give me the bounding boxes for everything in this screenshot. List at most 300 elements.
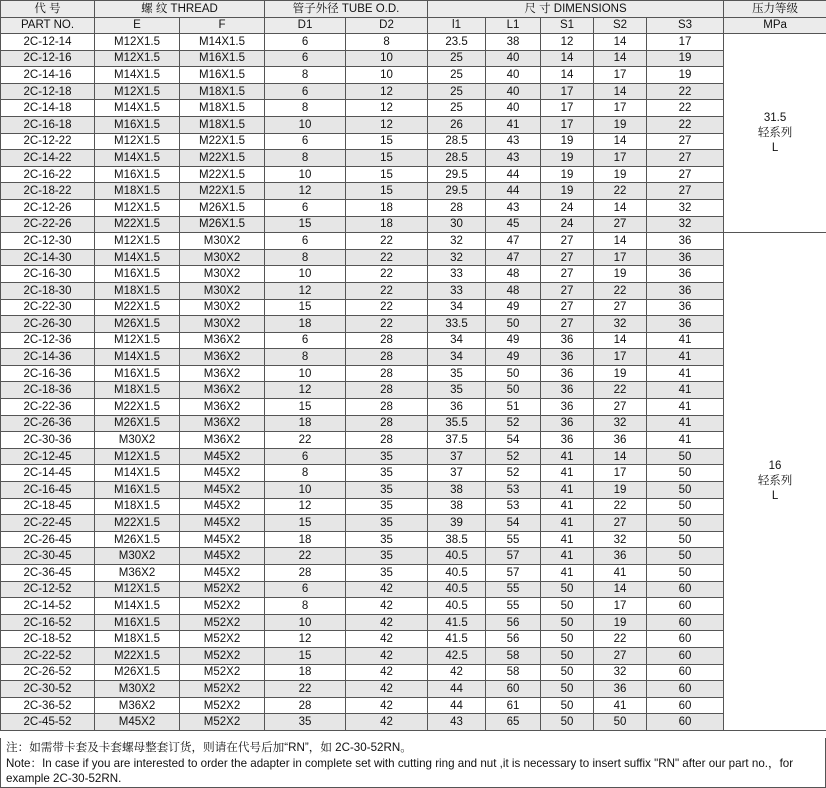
cell-l1: 47 (486, 233, 541, 250)
cell-s3: 41 (647, 332, 724, 349)
cell-l1: 42.5 (428, 647, 486, 664)
header-thread-f: F (180, 17, 265, 34)
cell-f: M22X1.5 (180, 166, 265, 183)
cell-s1: 19 (541, 150, 594, 167)
cell-d2: 22 (346, 233, 428, 250)
cell-s1: 36 (541, 415, 594, 432)
cell-e: M22X1.5 (95, 515, 180, 532)
cell-l1: 37 (428, 448, 486, 465)
cell-s2: 27 (594, 399, 647, 416)
cell-f: M52X2 (180, 614, 265, 631)
cell-e: M14X1.5 (95, 598, 180, 615)
header-part-cn: 代 号 (1, 1, 95, 18)
cell-d2: 10 (346, 67, 428, 84)
header-row-2 (1, 17, 826, 34)
note-en: Note：In case if you are interested to order the adapter in complete set with cutting ring and nut ,it is necessary to insert suffix "RN" after our part no.，for example 2C-30-52RN. (6, 756, 794, 786)
cell-f: M26X1.5 (180, 216, 265, 233)
cell-s1: 24 (541, 216, 594, 233)
cell-part: 2C-22-30 (1, 299, 95, 316)
cell-d1: 6 (265, 199, 346, 216)
cell-s3: 27 (647, 133, 724, 150)
cell-d1: 6 (265, 581, 346, 598)
cell-d1: 10 (265, 116, 346, 133)
table-row (1, 83, 826, 100)
cell-d2: 28 (346, 432, 428, 449)
cell-s2: 14 (594, 332, 647, 349)
cell-s2: 36 (594, 681, 647, 698)
cell-s2: 17 (594, 100, 647, 117)
cell-e: M30X2 (95, 432, 180, 449)
cell-d2: 28 (346, 365, 428, 382)
cell-l1: 53 (486, 498, 541, 515)
cell-d2: 42 (346, 681, 428, 698)
cell-f: M30X2 (180, 299, 265, 316)
cell-part: 2C-16-22 (1, 166, 95, 183)
cell-part: 2C-26-52 (1, 664, 95, 681)
cell-e: M14X1.5 (95, 100, 180, 117)
cell-f: M22X1.5 (180, 183, 265, 200)
cell-f: M18X1.5 (180, 100, 265, 117)
cell-d1: 6 (265, 50, 346, 67)
cell-f: M30X2 (180, 233, 265, 250)
cell-part: 2C-16-30 (1, 266, 95, 283)
table-row (1, 714, 826, 731)
cell-s1: 14 (541, 67, 594, 84)
cell-l1: 34 (428, 299, 486, 316)
cell-l1: 65 (486, 714, 541, 731)
cell-d2: 28 (346, 332, 428, 349)
cell-l1: 28 (428, 199, 486, 216)
header-d1: D1 (265, 17, 346, 34)
cell-l1: 57 (486, 565, 541, 582)
cell-d1: 22 (265, 548, 346, 565)
cell-s2: 19 (594, 365, 647, 382)
table-row (1, 515, 826, 532)
cell-f: M26X1.5 (180, 199, 265, 216)
table-row (1, 465, 826, 482)
cell-part: 2C-12-16 (1, 50, 95, 67)
cell-e: M16X1.5 (95, 116, 180, 133)
cell-s1: 50 (541, 598, 594, 615)
cell-s2: 36 (594, 432, 647, 449)
cell-l1: 44 (486, 166, 541, 183)
cell-d1: 10 (265, 365, 346, 382)
cell-s2: 14 (594, 581, 647, 598)
cell-s1: 41 (541, 565, 594, 582)
cell-e: M18X1.5 (95, 382, 180, 399)
cell-d1: 15 (265, 299, 346, 316)
cell-f: M52X2 (180, 598, 265, 615)
table-row (1, 183, 826, 200)
cell-s2: 32 (594, 531, 647, 548)
cell-s3: 22 (647, 83, 724, 100)
cell-s2: 14 (594, 133, 647, 150)
cell-d2: 42 (346, 714, 428, 731)
cell-part: 2C-22-26 (1, 216, 95, 233)
cell-s1: 50 (541, 614, 594, 631)
table-row (1, 598, 826, 615)
cell-l1: 33 (428, 266, 486, 283)
cell-f: M36X2 (180, 382, 265, 399)
cell-l1: 40.5 (428, 598, 486, 615)
cell-d2: 28 (346, 382, 428, 399)
cell-part: 2C-22-45 (1, 515, 95, 532)
cell-part: 2C-12-26 (1, 199, 95, 216)
cell-s3: 41 (647, 349, 724, 366)
cell-s2: 27 (594, 216, 647, 233)
cell-l1: 40 (486, 83, 541, 100)
cell-l1: 52 (486, 415, 541, 432)
cell-s1: 41 (541, 448, 594, 465)
cell-l1: 40.5 (428, 548, 486, 565)
cell-d1: 22 (265, 432, 346, 449)
header-S3: S3 (647, 17, 724, 34)
cell-s3: 60 (647, 647, 724, 664)
cell-f: M30X2 (180, 249, 265, 266)
cell-l1: 37.5 (428, 432, 486, 449)
cell-s1: 19 (541, 133, 594, 150)
cell-e: M16X1.5 (95, 365, 180, 382)
cell-s3: 50 (647, 482, 724, 499)
cell-s2: 50 (594, 714, 647, 731)
cell-d1: 12 (265, 382, 346, 399)
cell-e: M12X1.5 (95, 133, 180, 150)
cell-s1: 27 (541, 249, 594, 266)
cell-s3: 27 (647, 183, 724, 200)
cell-d1: 6 (265, 448, 346, 465)
cell-d1: 6 (265, 34, 346, 51)
cell-s3: 36 (647, 316, 724, 333)
cell-s3: 60 (647, 614, 724, 631)
cell-d1: 6 (265, 332, 346, 349)
cell-f: M36X2 (180, 332, 265, 349)
cell-l1: 41 (486, 116, 541, 133)
cell-s2: 41 (594, 565, 647, 582)
cell-s2: 27 (594, 299, 647, 316)
cell-f: M45X2 (180, 482, 265, 499)
cell-s2: 14 (594, 199, 647, 216)
header-l1-lower: l1 (428, 17, 486, 34)
header-dimensions: 尺 寸 DIMENSIONS (428, 1, 724, 18)
pressure-value: 16 (768, 460, 782, 473)
table-row (1, 382, 826, 399)
cell-l1: 45 (486, 216, 541, 233)
cell-d2: 35 (346, 531, 428, 548)
header-part-en: PART NO. (1, 17, 95, 34)
cell-s3: 27 (647, 150, 724, 167)
cell-s1: 12 (541, 34, 594, 51)
pressure-group-1 (724, 34, 826, 233)
cell-e: M16X1.5 (95, 614, 180, 631)
cell-l1: 50 (486, 382, 541, 399)
cell-l1: 44 (486, 183, 541, 200)
cell-s2: 22 (594, 183, 647, 200)
cell-l1: 56 (486, 631, 541, 648)
cell-d2: 28 (346, 349, 428, 366)
cell-s1: 41 (541, 515, 594, 532)
cell-d2: 35 (346, 515, 428, 532)
cell-l1: 58 (486, 664, 541, 681)
cell-d1: 12 (265, 282, 346, 299)
cell-s3: 41 (647, 432, 724, 449)
cell-s3: 50 (647, 531, 724, 548)
cell-e: M18X1.5 (95, 282, 180, 299)
cell-e: M12X1.5 (95, 332, 180, 349)
cell-f: M36X2 (180, 365, 265, 382)
cell-d2: 22 (346, 282, 428, 299)
table-row (1, 34, 826, 51)
cell-f: M52X2 (180, 681, 265, 698)
table-row (1, 399, 826, 416)
cell-l1: 40 (486, 67, 541, 84)
cell-s3: 22 (647, 116, 724, 133)
cell-l1: 25 (428, 67, 486, 84)
cell-s3: 32 (647, 199, 724, 216)
cell-d2: 42 (346, 664, 428, 681)
table-row (1, 166, 826, 183)
cell-d1: 28 (265, 697, 346, 714)
cell-f: M36X2 (180, 349, 265, 366)
cell-f: M52X2 (180, 631, 265, 648)
cell-part: 2C-12-30 (1, 233, 95, 250)
table-row (1, 332, 826, 349)
cell-s2: 22 (594, 498, 647, 515)
cell-e: M22X1.5 (95, 216, 180, 233)
cell-s2: 19 (594, 266, 647, 283)
cell-part: 2C-36-52 (1, 697, 95, 714)
table-row (1, 432, 826, 449)
cell-l1: 51 (486, 399, 541, 416)
cell-s1: 50 (541, 581, 594, 598)
cell-f: M30X2 (180, 316, 265, 333)
cell-l1: 40 (486, 50, 541, 67)
cell-d2: 15 (346, 133, 428, 150)
cell-s2: 14 (594, 83, 647, 100)
cell-l1: 25 (428, 100, 486, 117)
table-row (1, 150, 826, 167)
cell-l1: 53 (486, 482, 541, 499)
cell-f: M30X2 (180, 266, 265, 283)
cell-s3: 41 (647, 365, 724, 382)
cell-d2: 12 (346, 100, 428, 117)
cell-f: M52X2 (180, 581, 265, 598)
cell-s1: 50 (541, 631, 594, 648)
cell-s1: 36 (541, 432, 594, 449)
cell-s2: 22 (594, 282, 647, 299)
cell-part: 2C-14-30 (1, 249, 95, 266)
cell-l1: 35 (428, 365, 486, 382)
cell-l1: 41.5 (428, 614, 486, 631)
cell-s3: 50 (647, 565, 724, 582)
cell-d1: 8 (265, 150, 346, 167)
cell-part: 2C-14-45 (1, 465, 95, 482)
cell-s3: 50 (647, 448, 724, 465)
cell-s2: 36 (594, 548, 647, 565)
table-row (1, 548, 826, 565)
cell-l1: 47 (486, 249, 541, 266)
cell-d1: 15 (265, 647, 346, 664)
cell-d1: 6 (265, 83, 346, 100)
cell-part: 2C-12-45 (1, 448, 95, 465)
cell-s1: 36 (541, 332, 594, 349)
cell-d1: 22 (265, 681, 346, 698)
table-row (1, 67, 826, 84)
cell-e: M16X1.5 (95, 166, 180, 183)
cell-s3: 50 (647, 548, 724, 565)
table-row (1, 531, 826, 548)
cell-e: M14X1.5 (95, 150, 180, 167)
table-row (1, 697, 826, 714)
cell-d2: 22 (346, 316, 428, 333)
cell-f: M52X2 (180, 714, 265, 731)
cell-s1: 27 (541, 316, 594, 333)
cell-s1: 41 (541, 482, 594, 499)
cell-s3: 50 (647, 465, 724, 482)
cell-l1: 32 (428, 249, 486, 266)
cell-s3: 36 (647, 233, 724, 250)
cell-s1: 50 (541, 714, 594, 731)
cell-s1: 24 (541, 199, 594, 216)
cell-part: 2C-30-45 (1, 548, 95, 565)
cell-e: M16X1.5 (95, 266, 180, 283)
cell-l1: 28.5 (428, 150, 486, 167)
cell-e: M14X1.5 (95, 249, 180, 266)
cell-s1: 17 (541, 83, 594, 100)
table-row (1, 50, 826, 67)
cell-e: M18X1.5 (95, 183, 180, 200)
cell-f: M22X1.5 (180, 150, 265, 167)
cell-s2: 19 (594, 116, 647, 133)
cell-l1: 58 (486, 647, 541, 664)
cell-l1: 60 (486, 681, 541, 698)
cell-l1: 38 (486, 34, 541, 51)
cell-d1: 35 (265, 714, 346, 731)
cell-s1: 27 (541, 233, 594, 250)
cell-s3: 36 (647, 266, 724, 283)
cell-d2: 35 (346, 448, 428, 465)
table-row (1, 498, 826, 515)
cell-l1: 56 (486, 614, 541, 631)
cell-l1: 25 (428, 83, 486, 100)
cell-d1: 18 (265, 316, 346, 333)
cell-l1: 38 (428, 498, 486, 515)
cell-s2: 19 (594, 166, 647, 183)
cell-e: M45X2 (95, 714, 180, 731)
cell-f: M30X2 (180, 282, 265, 299)
cell-l1: 48 (486, 282, 541, 299)
table-row (1, 316, 826, 333)
header-L1: L1 (486, 17, 541, 34)
cell-d1: 28 (265, 565, 346, 582)
cell-f: M36X2 (180, 432, 265, 449)
cell-d1: 10 (265, 266, 346, 283)
cell-s3: 32 (647, 216, 724, 233)
cell-s2: 19 (594, 482, 647, 499)
cell-d1: 15 (265, 216, 346, 233)
cell-s2: 17 (594, 150, 647, 167)
cell-e: M12X1.5 (95, 581, 180, 598)
cell-f: M18X1.5 (180, 83, 265, 100)
cell-s3: 22 (647, 100, 724, 117)
cell-s2: 14 (594, 50, 647, 67)
cell-l1: 34 (428, 332, 486, 349)
header-thread-e: E (95, 17, 180, 34)
cell-e: M26X1.5 (95, 664, 180, 681)
cell-part: 2C-14-18 (1, 100, 95, 117)
table-row (1, 133, 826, 150)
cell-part: 2C-16-18 (1, 116, 95, 133)
cell-f: M45X2 (180, 565, 265, 582)
cell-e: M22X1.5 (95, 399, 180, 416)
cell-l1: 55 (486, 531, 541, 548)
cell-d1: 15 (265, 399, 346, 416)
cell-s1: 19 (541, 166, 594, 183)
cell-part: 2C-18-22 (1, 183, 95, 200)
cell-s2: 17 (594, 598, 647, 615)
cell-s3: 36 (647, 299, 724, 316)
cell-l1: 39 (428, 515, 486, 532)
cell-part: 2C-30-36 (1, 432, 95, 449)
cell-s1: 50 (541, 681, 594, 698)
cell-l1: 43 (428, 714, 486, 731)
cell-l1: 42 (428, 664, 486, 681)
cell-e: M22X1.5 (95, 647, 180, 664)
cell-d2: 42 (346, 647, 428, 664)
cell-e: M22X1.5 (95, 299, 180, 316)
cell-f: M45X2 (180, 515, 265, 532)
cell-l1: 50 (486, 365, 541, 382)
cell-part: 2C-16-36 (1, 365, 95, 382)
table-row (1, 233, 826, 250)
cell-s2: 32 (594, 415, 647, 432)
cell-d1: 6 (265, 133, 346, 150)
cell-part: 2C-14-22 (1, 150, 95, 167)
cell-part: 2C-16-52 (1, 614, 95, 631)
cell-e: M30X2 (95, 681, 180, 698)
cell-l1: 28.5 (428, 133, 486, 150)
cell-l1: 44 (428, 697, 486, 714)
cell-e: M18X1.5 (95, 631, 180, 648)
pressure-series: 轻系列 (757, 475, 793, 488)
cell-s1: 41 (541, 548, 594, 565)
cell-s2: 41 (594, 697, 647, 714)
cell-d1: 15 (265, 515, 346, 532)
cell-s2: 32 (594, 664, 647, 681)
cell-d2: 15 (346, 166, 428, 183)
cell-e: M36X2 (95, 697, 180, 714)
spec-table-body (1, 34, 826, 731)
pressure-series: 轻系列 (757, 126, 793, 139)
table-row (1, 681, 826, 698)
cell-l1: 52 (486, 448, 541, 465)
cell-part: 2C-14-52 (1, 598, 95, 615)
table-row (1, 349, 826, 366)
table-row (1, 631, 826, 648)
cell-s3: 60 (647, 631, 724, 648)
cell-e: M12X1.5 (95, 199, 180, 216)
cell-f: M36X2 (180, 415, 265, 432)
cell-d2: 22 (346, 266, 428, 283)
cell-s1: 17 (541, 116, 594, 133)
cell-s1: 19 (541, 183, 594, 200)
table-row (1, 199, 826, 216)
cell-d1: 12 (265, 631, 346, 648)
cell-l1: 34 (428, 349, 486, 366)
cell-l1: 35 (428, 382, 486, 399)
cell-s2: 22 (594, 631, 647, 648)
cell-d2: 35 (346, 565, 428, 582)
cell-l1: 43 (486, 199, 541, 216)
